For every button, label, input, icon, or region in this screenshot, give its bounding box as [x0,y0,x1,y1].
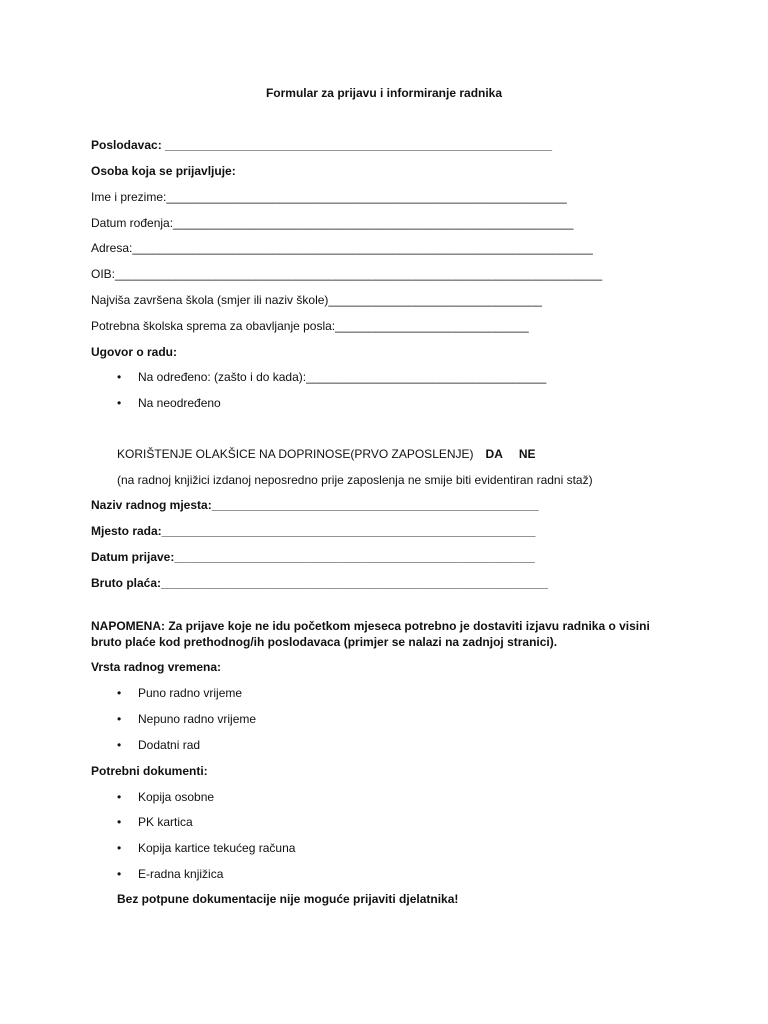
doc-item-label: Kopija osobne [138,790,215,804]
education-field: Najviša završena škola (smjer ili naziv škole)________________________________ [91,293,542,307]
name-field: Ime i prezime:____________________________________________________________ [91,190,567,204]
doc-item [117,841,295,856]
worktime-option-label: Puno radno vrijeme [138,686,243,700]
required-qualification-field: Potrebna školska sprema za obavljanje posla:_____________________________ [91,319,529,333]
bullet-marker: • [117,738,122,752]
registration-date-field: Datum prijave:______________________________________________________ [91,550,535,564]
doc-item-label: PK kartica [138,815,193,829]
doc-item-label: Kopija kartice tekućeg računa [138,841,296,855]
worktime-option [117,712,256,727]
doc-item [117,867,223,882]
documentation-warning: Bez potpune dokumentacije nije moguće prijaviti djelatnika! [117,892,459,906]
worktime-heading: Vrsta radnog vremena: [91,660,222,674]
contract-option-label: Na neodređeno [138,396,221,410]
gross-salary-field: Bruto plaća:__________________________________________________________ [91,576,549,590]
oib-field: OIB:_________________________________________________________________________ [91,267,603,281]
employer-field: Poslodavac: __________________________________________________________ [91,138,553,152]
contract-option [117,370,546,385]
worktime-option [117,686,242,701]
contribution-no: NE [518,447,536,461]
birth-date-field: Datum rođenja:____________________________________________________________ [91,216,574,230]
bullet-marker: • [117,790,122,804]
bullet-marker: • [117,841,122,855]
doc-item-label: E-radna knjižica [138,867,224,881]
bullet-marker: • [117,867,122,881]
bullet-marker: • [117,815,122,829]
bullet-marker: • [117,396,122,410]
contract-option [117,396,221,411]
address-field: Adresa:_____________________________________________________________________ [91,241,593,255]
doc-item [117,790,214,805]
contract-option-label: Na određeno: (zašto i do kada):____________________________________ [138,370,547,384]
doc-item [117,815,193,830]
contribution-line [117,447,536,462]
docs-heading: Potrebni dokumenti: [91,764,208,778]
worktime-option [117,738,200,753]
bullet-marker: • [117,686,122,700]
person-heading: Osoba koja se prijavljuje: [91,164,236,178]
contract-heading: Ugovor o radu: [91,345,177,359]
bullet-marker: • [117,370,122,384]
worktime-option-label: Nepuno radno vrijeme [138,712,257,726]
work-place-field: Mjesto rada:________________________________________________________ [91,524,536,538]
contribution-note: (na radnoj knjižici izdanoj neposredno prije zaposlenja ne smije biti evidentiran radni staž) [117,473,593,487]
document-title: Formular za prijavu i informiranje radnika [265,86,503,100]
contribution-label: KORIŠTENJE OLAKŠICE NA DOPRINOSE(PRVO ZAPOSLENJE) [117,447,474,461]
note-paragraph: NAPOMENA: Za prijave koje ne idu početkom mjeseca potrebno je dostaviti izjavu radnika o visini bruto plaće kod prethodnog/ih poslodavaca (primjer se nalazi na zadnjoj stranici). [91,619,650,649]
bullet-marker: • [117,712,122,726]
job-title-field: Naziv radnog mjesta:_________________________________________________ [91,498,539,512]
contribution-yes: DA [485,447,503,461]
worktime-option-label: Dodatni rad [138,738,201,752]
